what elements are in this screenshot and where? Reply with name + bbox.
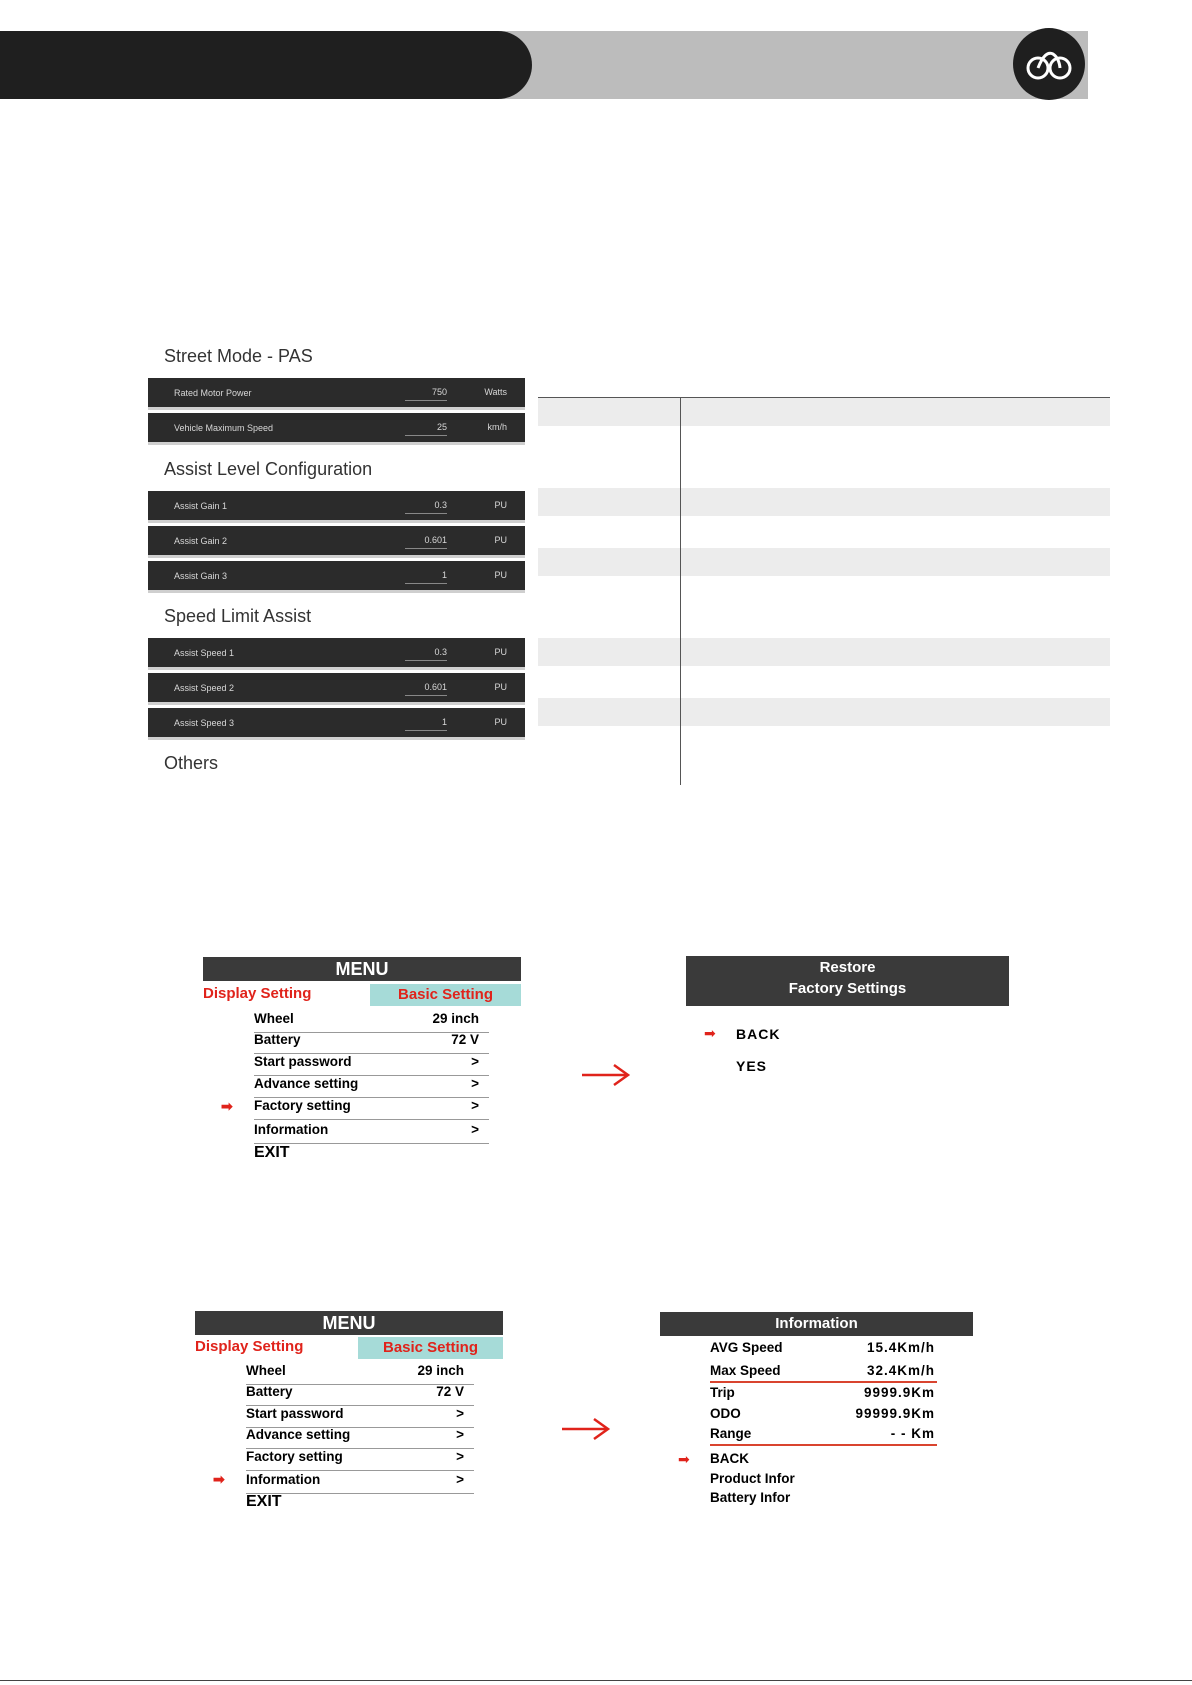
- transition-arrow-icon: [560, 1417, 612, 1441]
- setting-row[interactable]: [148, 673, 525, 705]
- setting-label: Assist Speed 1: [174, 648, 235, 658]
- setting-row[interactable]: [148, 378, 525, 410]
- option-back[interactable]: BACK: [736, 1026, 781, 1042]
- value-underline: [405, 435, 447, 436]
- setting-label: Rated Motor Power: [174, 388, 252, 398]
- setting-row[interactable]: [148, 638, 525, 670]
- others-title: Others: [164, 753, 219, 773]
- table-band: [538, 638, 1110, 666]
- selection-arrow-icon: ➡: [221, 1098, 233, 1114]
- menu-item-wheel[interactable]: [254, 1011, 489, 1033]
- option-battery-infor[interactable]: [710, 1490, 910, 1508]
- setting-unit: PU: [494, 500, 507, 510]
- speed-limit-title: Speed Limit Assist: [164, 606, 312, 626]
- info-label: Trip: [710, 1385, 735, 1400]
- info-row-trip: [710, 1385, 935, 1403]
- divider: [710, 1444, 937, 1446]
- menu-screen-information: [195, 1311, 503, 1516]
- table-band: [538, 488, 1110, 516]
- value-underline: [405, 548, 447, 549]
- transition-arrow-icon: [580, 1063, 632, 1087]
- chevron-right-icon: >: [471, 1098, 479, 1113]
- menu-item-start-password[interactable]: [246, 1406, 474, 1428]
- menu-item-label: Advance setting: [254, 1076, 359, 1091]
- menu-item-information[interactable]: [246, 1472, 474, 1494]
- option-label: Product Infor: [710, 1471, 795, 1486]
- menu-item-factory-setting[interactable]: [254, 1098, 489, 1120]
- menu-item-label: Information: [246, 1472, 321, 1487]
- setting-value[interactable]: 1: [441, 717, 447, 727]
- divider: [710, 1381, 937, 1383]
- option-label: BACK: [710, 1451, 749, 1466]
- setting-value[interactable]: 1: [441, 570, 447, 580]
- tab-basic-setting[interactable]: Basic Setting: [370, 984, 521, 1006]
- option-product-infor[interactable]: [710, 1471, 910, 1489]
- value-underline: [405, 513, 447, 514]
- selection-arrow-icon: ➡: [213, 1471, 225, 1487]
- info-value: 32.4Km/h: [866, 1363, 935, 1378]
- menu-item-factory-setting[interactable]: [246, 1449, 474, 1471]
- info-label: Max Speed: [710, 1363, 781, 1378]
- tab-display-setting[interactable]: Display Setting: [203, 985, 312, 1002]
- setting-value[interactable]: 0.3: [434, 647, 447, 657]
- setting-label: Assist Gain 1: [174, 501, 228, 511]
- restore-title: [686, 956, 1009, 1006]
- menu-item-label: Start password: [254, 1054, 352, 1069]
- table-band: [538, 698, 1110, 726]
- information-title: Information: [660, 1312, 973, 1336]
- setting-row[interactable]: [148, 413, 525, 445]
- chevron-right-icon: >: [471, 1122, 479, 1137]
- menu-item-battery[interactable]: [254, 1032, 489, 1054]
- menu-title: MENU: [203, 957, 521, 981]
- assist-level-title: Assist Level Configuration: [164, 459, 373, 479]
- setting-label: Assist Gain 2: [174, 536, 228, 546]
- info-label: AVG Speed: [710, 1340, 783, 1355]
- setting-unit: PU: [494, 647, 507, 657]
- chevron-right-icon: >: [456, 1427, 464, 1442]
- table-band: [538, 398, 1110, 426]
- menu-item-information[interactable]: [254, 1122, 489, 1144]
- setting-row[interactable]: [148, 561, 525, 593]
- option-label: Battery Infor: [710, 1490, 791, 1505]
- setting-unit: PU: [494, 535, 507, 545]
- setting-unit: PU: [494, 717, 507, 727]
- header-dark-band: [0, 31, 532, 99]
- info-label: Range: [710, 1426, 752, 1441]
- menu-item-label: Advance setting: [246, 1427, 351, 1442]
- info-label: ODO: [710, 1406, 741, 1421]
- setting-label: Assist Gain 3: [174, 571, 228, 581]
- value-underline: [405, 583, 447, 584]
- setting-row[interactable]: [148, 708, 525, 740]
- menu-item-start-password[interactable]: [254, 1054, 489, 1076]
- info-value: 15.4Km/h: [866, 1340, 935, 1355]
- chevron-right-icon: >: [456, 1472, 464, 1487]
- setting-value[interactable]: 0.601: [424, 535, 447, 545]
- value-underline: [405, 660, 447, 661]
- tab-basic-setting[interactable]: Basic Setting: [358, 1337, 503, 1359]
- info-value: 9999.9Km: [863, 1385, 935, 1400]
- table-top-rule: [538, 397, 1110, 398]
- setting-value[interactable]: 750: [431, 387, 447, 397]
- info-value: 99999.9Km: [855, 1406, 935, 1421]
- menu-item-label: Wheel: [246, 1363, 286, 1378]
- chevron-right-icon: >: [456, 1449, 464, 1464]
- menu-item-label: Wheel: [254, 1011, 294, 1026]
- menu-item-label: Information: [254, 1122, 329, 1137]
- option-yes[interactable]: YES: [736, 1058, 768, 1074]
- menu-item-label: Factory setting: [254, 1098, 351, 1113]
- menu-item-value: 29 inch: [432, 1011, 479, 1026]
- menu-item-label: Battery: [254, 1032, 301, 1047]
- menu-item-label: Battery: [246, 1384, 293, 1399]
- menu-item-advance-setting[interactable]: [246, 1427, 474, 1449]
- selection-arrow-icon: ➡: [704, 1025, 716, 1041]
- setting-row[interactable]: [148, 526, 525, 558]
- setting-row[interactable]: [148, 491, 525, 523]
- chevron-right-icon: >: [471, 1076, 479, 1091]
- setting-unit: Watts: [484, 387, 507, 397]
- restore-title-line1: Restore: [819, 959, 876, 976]
- footer-rule: [0, 1680, 1192, 1681]
- menu-exit[interactable]: EXIT: [246, 1493, 282, 1510]
- info-row-range: [710, 1426, 935, 1444]
- restore-title-line2: Factory Settings: [788, 980, 907, 997]
- setting-unit: PU: [494, 570, 507, 580]
- street-mode-title: Street Mode - PAS: [164, 346, 313, 366]
- table-column-divider: [680, 397, 681, 785]
- info-row-max-speed: [710, 1363, 935, 1381]
- info-value: - - Km: [890, 1426, 935, 1441]
- menu-item-value: 72 V: [451, 1032, 479, 1047]
- menu-item-label: Start password: [246, 1406, 344, 1421]
- header-gray-band: [440, 31, 1088, 99]
- tab-display-setting[interactable]: Display Setting: [195, 1338, 304, 1355]
- value-underline: [405, 400, 447, 401]
- setting-value[interactable]: 0.3: [434, 500, 447, 510]
- menu-item-value: 29 inch: [417, 1363, 464, 1378]
- setting-unit: PU: [494, 682, 507, 692]
- menu-item-battery[interactable]: [246, 1384, 474, 1406]
- menu-screen-factory: [203, 957, 521, 1167]
- setting-value[interactable]: 0.601: [424, 682, 447, 692]
- info-row-avg-speed: [710, 1340, 935, 1358]
- setting-label: Vehicle Maximum Speed: [174, 423, 274, 433]
- setting-value[interactable]: 25: [436, 422, 447, 432]
- menu-exit[interactable]: EXIT: [254, 1144, 290, 1161]
- bicycle-logo-icon: [1013, 28, 1085, 100]
- menu-item-label: Factory setting: [246, 1449, 343, 1464]
- chevron-right-icon: >: [456, 1406, 464, 1421]
- setting-unit: km/h: [487, 422, 507, 432]
- chevron-right-icon: >: [471, 1054, 479, 1069]
- value-underline: [405, 695, 447, 696]
- menu-item-wheel[interactable]: [246, 1363, 474, 1385]
- menu-item-value: 72 V: [436, 1384, 464, 1399]
- table-band: [538, 548, 1110, 576]
- setting-label: Assist Speed 2: [174, 683, 235, 693]
- setting-label: Assist Speed 3: [174, 718, 235, 728]
- menu-item-advance-setting[interactable]: [254, 1076, 489, 1098]
- selection-arrow-icon: ➡: [678, 1451, 690, 1467]
- value-underline: [405, 730, 447, 731]
- menu-title: MENU: [195, 1311, 503, 1335]
- info-row-odo: [710, 1406, 935, 1424]
